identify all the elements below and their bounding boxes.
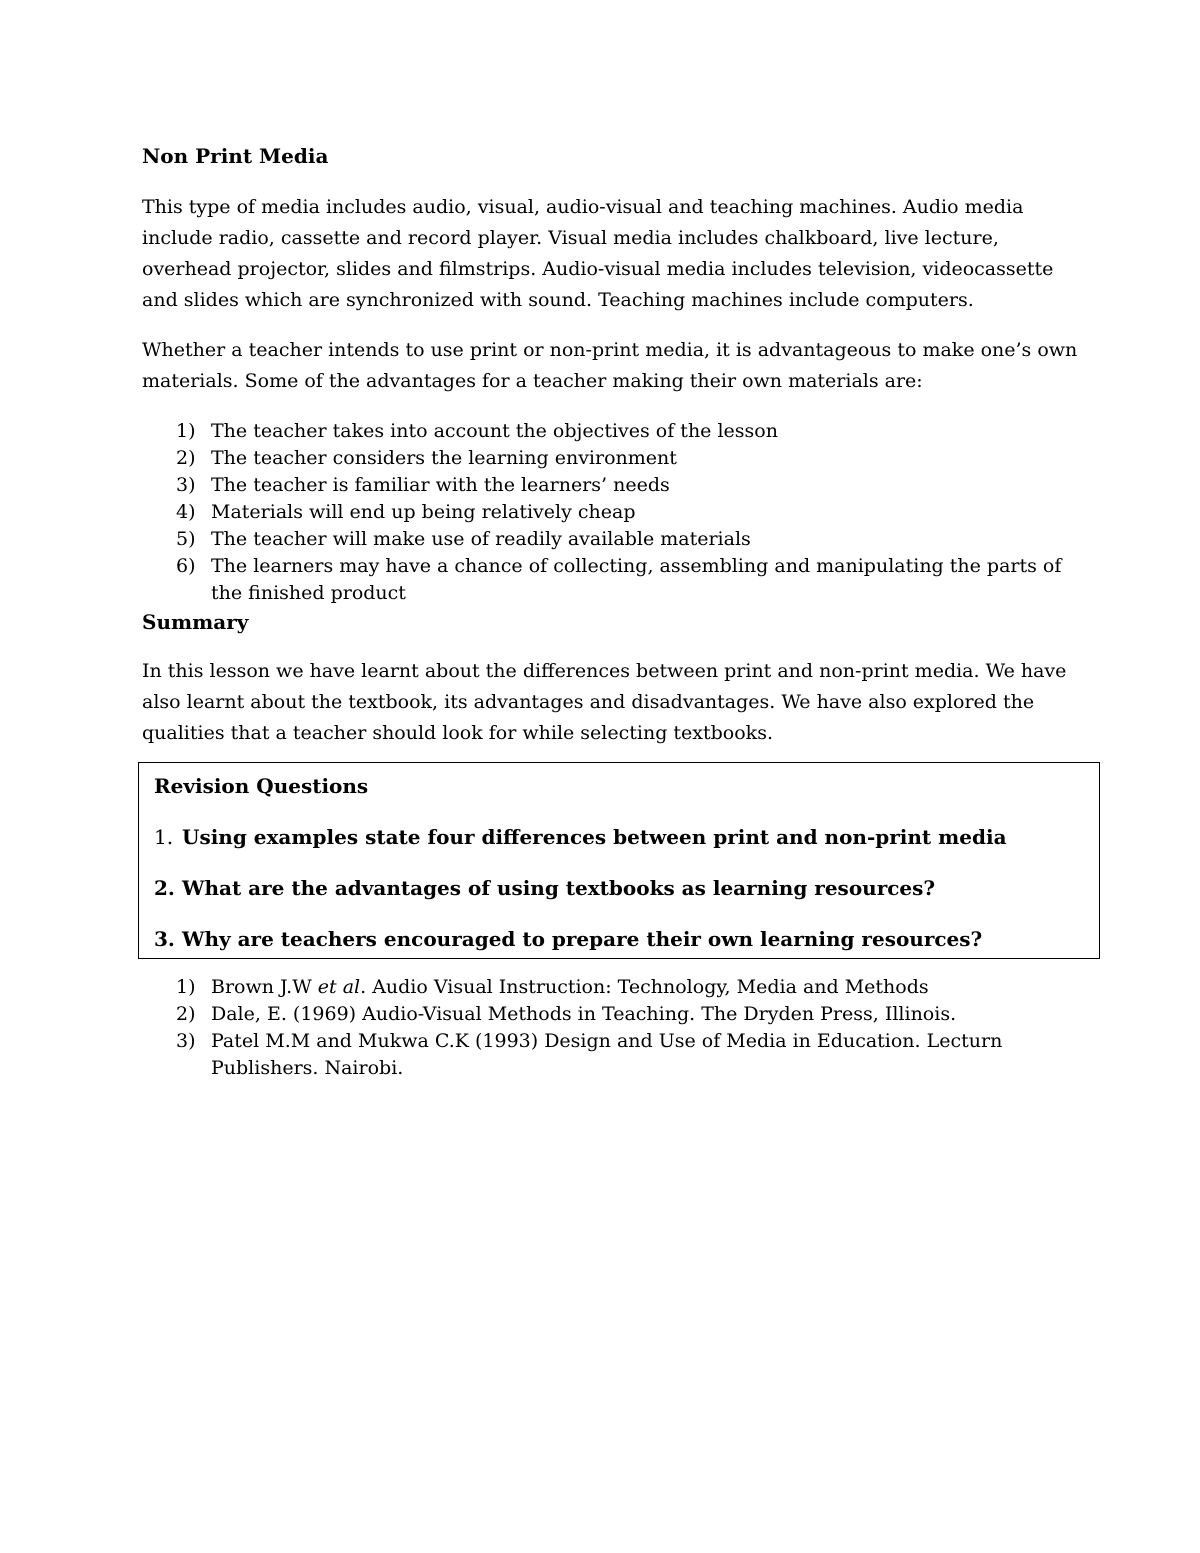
paragraph-line: Whether a teacher intends to use print or non-print media, it is advantageous to make one’s own — [142, 339, 1078, 361]
list-item-text: The teacher is familiar with the learners’ needs — [211, 474, 670, 496]
list-item-number: 4) — [176, 501, 196, 523]
reference-number: 1) — [176, 976, 196, 998]
reference-text-continued: Publishers. Nairobi. — [211, 1057, 404, 1079]
question-number: 1. — [154, 825, 174, 849]
paragraph-line: This type of media includes audio, visual, audio-visual and teaching machines. Audio media — [142, 196, 1024, 218]
revision-question — [154, 875, 935, 901]
advantages-paragraph — [142, 335, 1078, 397]
list-item-text: The teacher will make use of readily available materials — [211, 528, 751, 550]
question-number: 3. — [154, 927, 175, 951]
paragraph-line: qualities that a teacher should look for while selecting textbooks. — [142, 722, 773, 744]
paragraph-line: materials. Some of the advantages for a teacher making their own materials are: — [142, 370, 923, 392]
list-item — [142, 445, 1062, 472]
revision-question — [154, 824, 1007, 850]
intro-paragraph — [142, 192, 1062, 316]
section-title: Non Print Media — [142, 144, 329, 168]
list-item-text: The learners may have a chance of collecting, assembling and manipulating the parts of — [211, 555, 1062, 577]
list-item-number: 6) — [176, 555, 196, 577]
revision-questions-title: Revision Questions — [154, 774, 369, 798]
question-text: Using examples state four differences between print and non-print media — [182, 825, 1007, 849]
summary-title: Summary — [142, 610, 249, 634]
list-item — [142, 526, 1062, 553]
list-item-number: 5) — [176, 528, 196, 550]
reference-number: 2) — [176, 1003, 196, 1025]
question-number: 2. — [154, 876, 175, 900]
list-item — [142, 472, 1062, 499]
list-item-text: The teacher takes into account the objectives of the lesson — [211, 420, 778, 442]
list-item — [142, 553, 1062, 607]
reference-text: Patel M.M and Mukwa C.K (1993) Design and Use of Media in Education. Lecturn — [211, 1030, 1003, 1052]
revision-questions-box — [138, 762, 1100, 959]
revision-question — [154, 926, 982, 952]
question-text: Why are teachers encouraged to prepare their own learning resources? — [182, 927, 983, 951]
reference-text — [211, 974, 1062, 1001]
list-item-text-continued: the finished product — [211, 582, 406, 604]
advantages-list — [142, 418, 1062, 607]
summary-paragraph — [142, 656, 1067, 749]
list-item-text: Materials will end up being relatively cheap — [211, 501, 636, 523]
reference-number: 3) — [176, 1030, 196, 1052]
reference-item — [142, 1001, 1062, 1028]
paragraph-line: also learnt about the textbook, its advantages and disadvantages. We have also explored the — [142, 691, 1035, 713]
paragraph-line: In this lesson we have learnt about the differences between print and non-print media. We have — [142, 660, 1067, 682]
question-text: What are the advantages of using textbooks as learning resources? — [182, 876, 936, 900]
paragraph-line: include radio, cassette and record player. Visual media includes chalkboard, live lecture, — [142, 227, 999, 249]
list-item — [142, 418, 1062, 445]
list-item-number: 2) — [176, 447, 196, 469]
paragraph-line: overhead projector, slides and filmstrips. Audio-visual media includes television, videocassette — [142, 258, 1054, 280]
list-item-number: 3) — [176, 474, 196, 496]
reference-title: . Audio Visual Instruction: Technology, Media and Methods — [360, 976, 929, 998]
list-item — [142, 499, 1062, 526]
paragraph-line: and slides which are synchronized with sound. Teaching machines include computers. — [142, 289, 974, 311]
list-item-number: 1) — [176, 420, 196, 442]
reference-italic: et al — [317, 976, 361, 998]
reference-author: Brown J.W — [211, 976, 318, 998]
reference-item — [142, 1028, 1062, 1082]
list-item-text: The teacher considers the learning environment — [211, 447, 677, 469]
reference-item — [142, 974, 1062, 1001]
reference-text: Dale, E. (1969) Audio-Visual Methods in Teaching. The Dryden Press, Illinois. — [211, 1003, 957, 1025]
references-list — [142, 974, 1062, 1082]
